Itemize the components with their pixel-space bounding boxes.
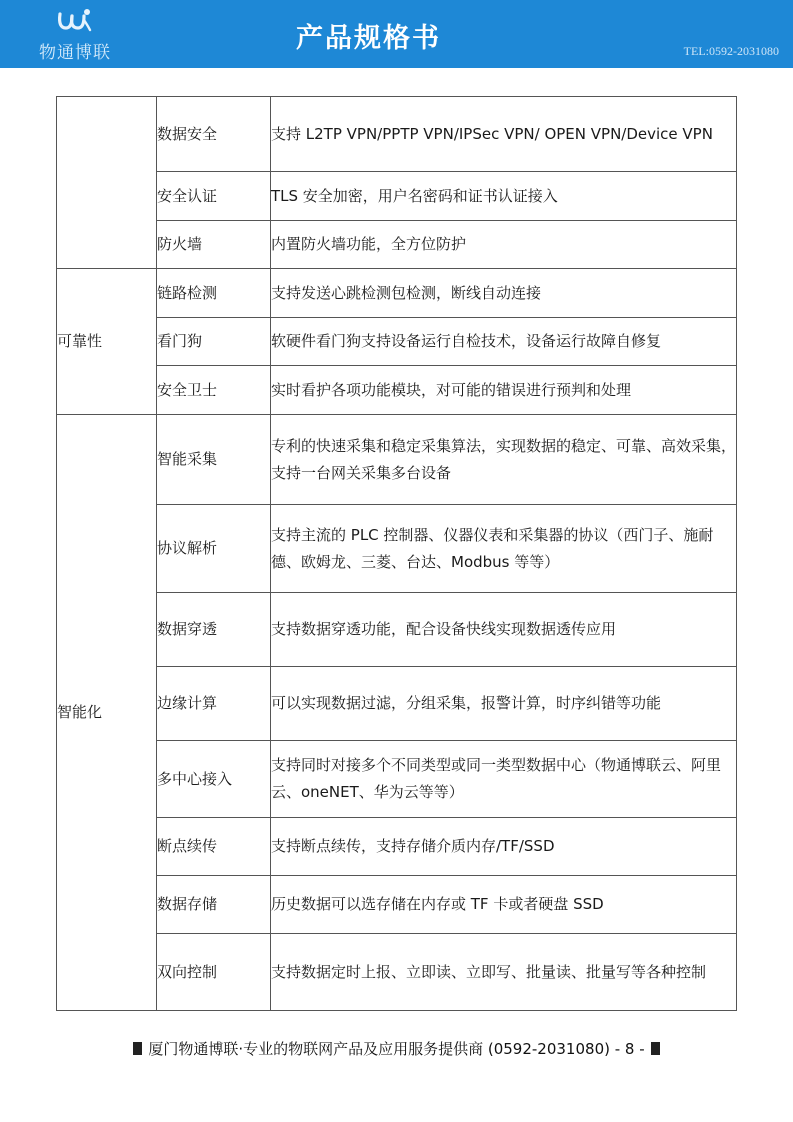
category-cell: 智能化	[57, 415, 157, 1011]
description-cell: 可以实现数据过滤，分组采集，报警计算，时序纠错等功能	[271, 667, 737, 741]
description-cell: 专利的快速采集和稳定采集算法，实现数据的稳定、可靠、高效采集，支持一台网关采集多台设备	[271, 415, 737, 505]
spec-table	[56, 96, 737, 1011]
table-row	[57, 366, 737, 415]
feature-cell: 智能采集	[157, 415, 271, 505]
page-header	[0, 0, 793, 68]
category-cell: 可靠性	[57, 269, 157, 415]
table-row	[57, 172, 737, 221]
company-logo	[20, 6, 130, 64]
logo-text: 物通博联	[39, 43, 111, 63]
description-cell: 实时看护各项功能模块，对可能的错误进行预判和处理	[271, 366, 737, 415]
table-row	[57, 876, 737, 934]
table-row	[57, 934, 737, 1011]
description-cell: 支持 L2TP VPN/PPTP VPN/IPSec VPN/ OPEN VPN/Device VPN	[271, 97, 737, 172]
description-cell: 支持数据定时上报、立即读、立即写、批量读、批量写等各种控制	[271, 934, 737, 1011]
feature-cell: 数据穿透	[157, 593, 271, 667]
description-cell: 软硬件看门狗支持设备运行自检技术，设备运行故障自修复	[271, 318, 737, 366]
feature-cell: 安全卫士	[157, 366, 271, 415]
description-cell: TLS 安全加密，用户名密码和证书认证接入	[271, 172, 737, 221]
footer-text: 厦门物通博联·专业的物联网产品及应用服务提供商 (0592-2031080)	[148, 1040, 610, 1058]
description-cell: 支持断点续传，支持存储介质内存/TF/SSD	[271, 818, 737, 876]
feature-cell: 多中心接入	[157, 741, 271, 818]
feature-cell: 边缘计算	[157, 667, 271, 741]
feature-cell: 协议解析	[157, 505, 271, 593]
table-row	[57, 667, 737, 741]
description-cell: 支持数据穿透功能，配合设备快线实现数据透传应用	[271, 593, 737, 667]
table-row	[57, 415, 737, 505]
table-row	[57, 505, 737, 593]
feature-cell: 链路检测	[157, 269, 271, 318]
description-cell: 内置防火墙功能，全方位防护	[271, 221, 737, 269]
feature-cell: 安全认证	[157, 172, 271, 221]
category-cell	[57, 97, 157, 269]
feature-cell: 双向控制	[157, 934, 271, 1011]
table-row	[57, 741, 737, 818]
feature-cell: 数据存储	[157, 876, 271, 934]
header-telephone: TEL:0592-2031080	[683, 44, 779, 58]
description-cell: 支持主流的 PLC 控制器、仪器仪表和采集器的协议（西门子、施耐德、欧姆龙、三菱、台达、Modbus 等等）	[271, 505, 737, 593]
description-cell: 支持同时对接多个不同类型或同一类型数据中心（物通博联云、阿里云、oneNET、华为云等等）	[271, 741, 737, 818]
logo-mark-icon	[54, 6, 94, 36]
table-row	[57, 318, 737, 366]
page-number: - 8 -	[614, 1040, 645, 1058]
square-bullet-icon	[651, 1042, 660, 1055]
square-bullet-icon	[133, 1042, 142, 1055]
page-footer	[0, 1038, 793, 1059]
table-row	[57, 593, 737, 667]
feature-cell: 数据安全	[157, 97, 271, 172]
feature-cell: 看门狗	[157, 318, 271, 366]
feature-cell: 断点续传	[157, 818, 271, 876]
table-row	[57, 269, 737, 318]
table-row	[57, 221, 737, 269]
table-row	[57, 818, 737, 876]
description-cell: 支持发送心跳检测包检测，断线自动连接	[271, 269, 737, 318]
table-row	[57, 97, 737, 172]
description-cell: 历史数据可以选存储在内存或 TF 卡或者硬盘 SSD	[271, 876, 737, 934]
feature-cell: 防火墙	[157, 221, 271, 269]
document-title: 产品规格书	[296, 23, 441, 54]
